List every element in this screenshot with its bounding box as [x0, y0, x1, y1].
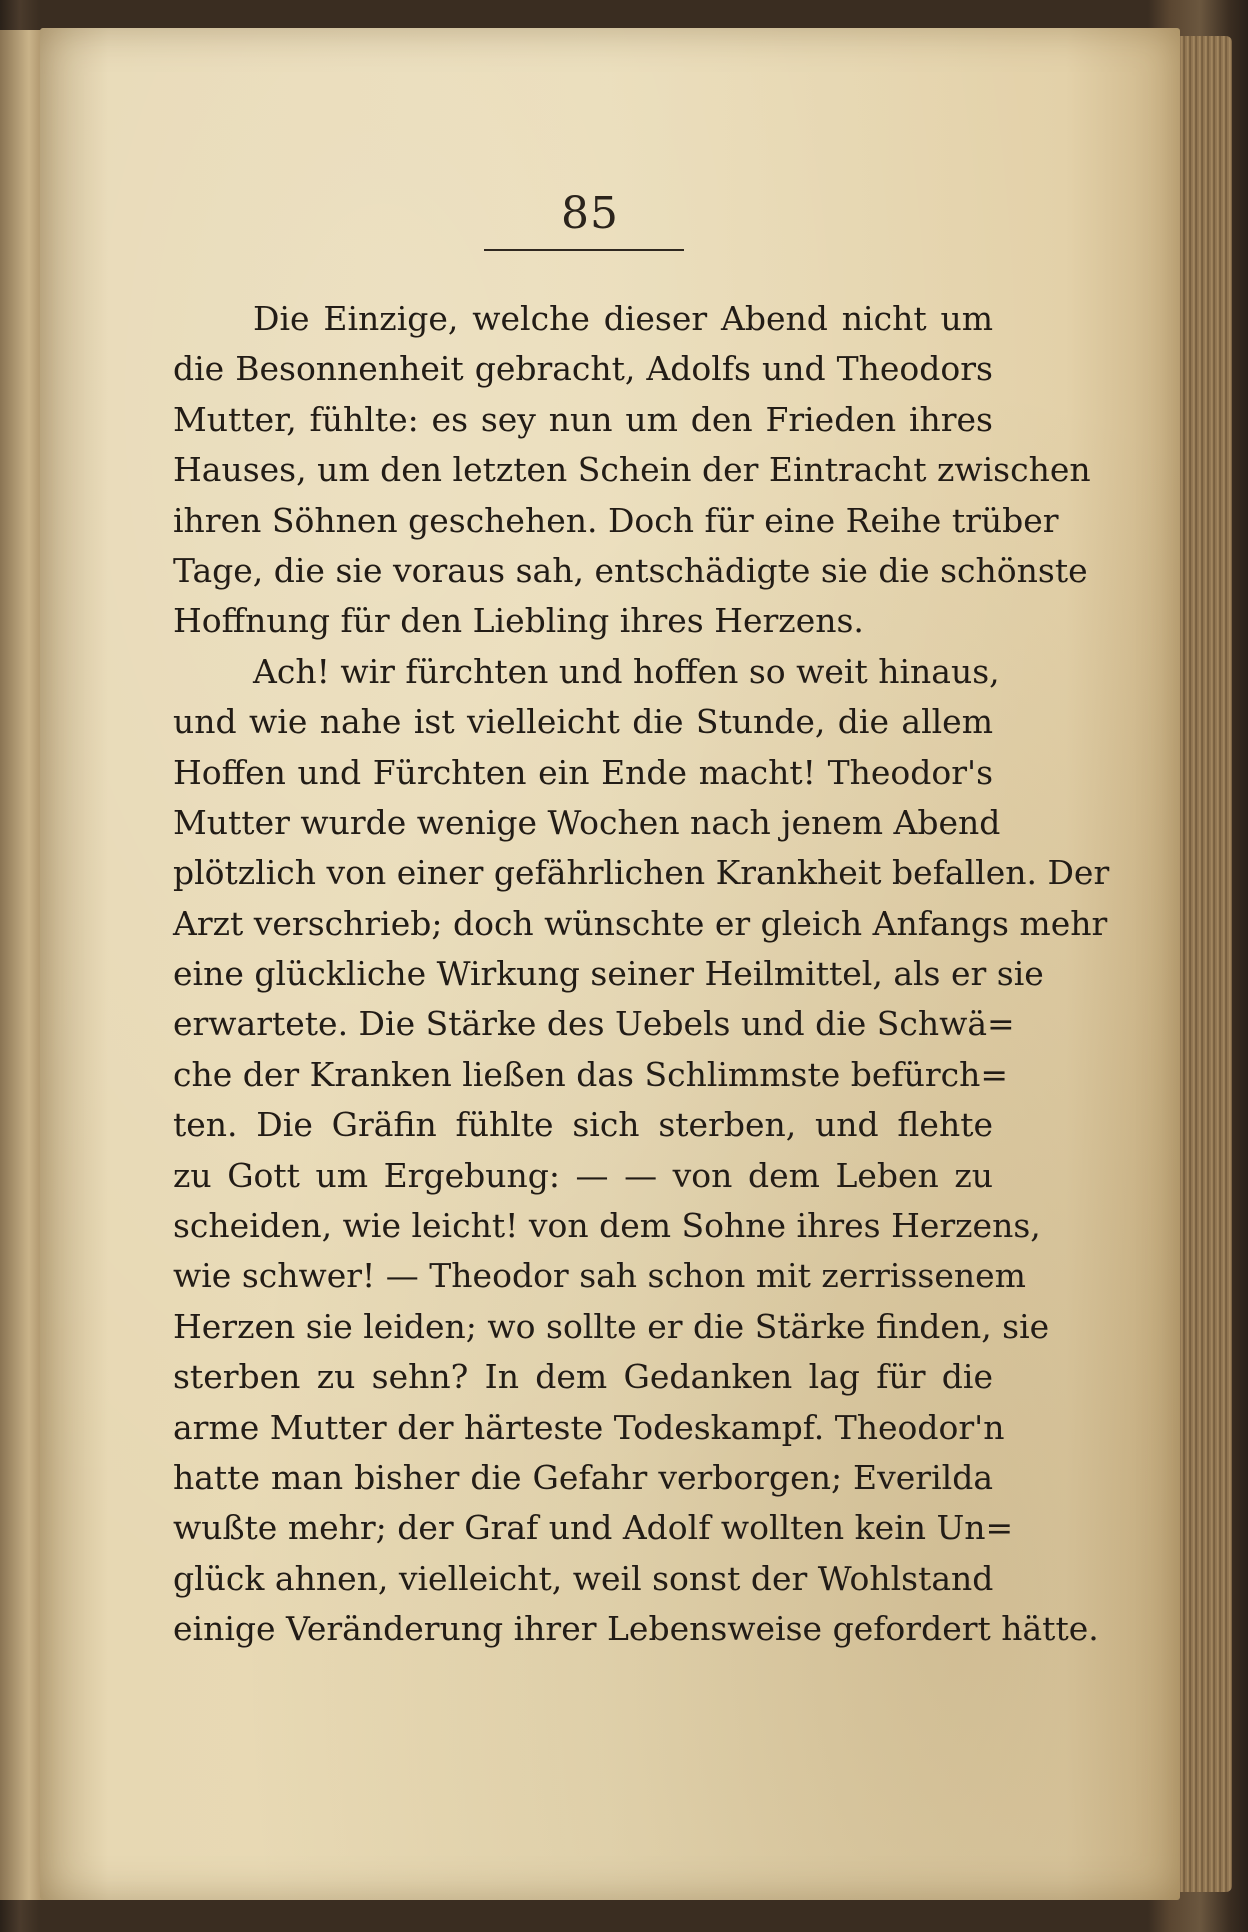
text-line: glück ahnen, vielleicht, weil sonst der Wohlstand: [173, 1558, 994, 1598]
page-block-edges: [1180, 36, 1232, 1892]
text-line: zu Gott um Ergebung: — — von dem Leben zu: [173, 1155, 993, 1195]
text-line: und wie nahe ist vielleicht die Stunde, die allem: [173, 702, 993, 742]
text-line: scheiden, wie leicht! von dem Sohne ihres Herzens,: [173, 1206, 1041, 1246]
header-rule: [484, 249, 684, 251]
book-page: [40, 28, 1180, 1900]
text-line: Arzt verschrieb; doch wünschte er gleich Anfangs mehr: [173, 903, 1108, 943]
text-line: Hoffen und Fürchten ein Ende macht! Theodor's: [173, 752, 993, 792]
text-line: hatte man bisher die Gefahr verborgen; Everilda: [173, 1457, 993, 1497]
text-line: Hoffnung für den Liebling ihres Herzens.: [173, 601, 864, 641]
text-line: arme Mutter der härteste Todeskampf. Theodor'n: [173, 1407, 1005, 1447]
text-line: sterben zu sehn? In dem Gedanken lag für die: [173, 1357, 993, 1397]
text-line: einige Veränderung ihrer Lebensweise gefordert hätte.: [173, 1609, 1099, 1649]
text-line: Herzen sie leiden; wo sollte er die Stärke finden, sie: [173, 1306, 1050, 1346]
text-line: Ach! wir fürchten und hoffen so weit hinaus,: [253, 651, 1000, 691]
text-line: Tage, die sie voraus sah, entschädigte sie die schönste: [173, 550, 1088, 590]
text-line: erwartete. Die Stärke des Uebels und die Schwä=: [173, 1004, 1015, 1044]
body-text: [173, 294, 1110, 1655]
text-line: plötzlich von einer gefährlichen Krankheit befallen. Der: [173, 853, 1110, 893]
text-line: ten. Die Gräfin fühlte sich sterben, und flehte: [173, 1105, 993, 1145]
text-line: che der Kranken ließen das Schlimmste befürch=: [173, 1054, 1009, 1094]
page-number: 85: [561, 188, 619, 239]
text-line: ihren Söhnen geschehen. Doch für eine Reihe trüber: [173, 500, 1059, 540]
text-line: eine glückliche Wirkung seiner Heilmittel, als er sie: [173, 954, 1044, 994]
text-line: wie schwer! — Theodor sah schon mit zerrissenem: [173, 1256, 1026, 1296]
text-line: Mutter wurde wenige Wochen nach jenem Abend: [173, 802, 1001, 842]
text-line: die Besonnenheit gebracht, Adolfs und Theodors: [173, 349, 993, 389]
text-line: wußte mehr; der Graf und Adolf wollten kein Un=: [173, 1508, 1014, 1548]
text-line: Die Einzige, welche dieser Abend nicht um: [253, 299, 993, 338]
text-line: Mutter, fühlte: es sey nun um den Frieden ihres: [173, 399, 993, 439]
text-line: Hauses, um den letzten Schein der Eintracht zwischen: [173, 450, 1091, 490]
